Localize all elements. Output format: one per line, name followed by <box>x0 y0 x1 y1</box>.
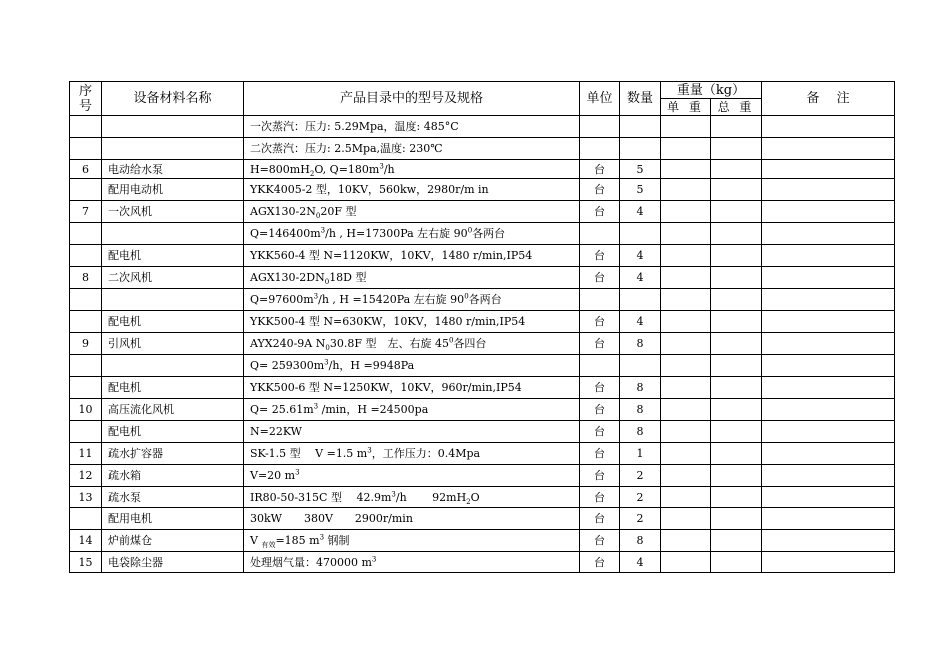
row-remarks <box>762 508 895 530</box>
row-unit <box>580 223 620 245</box>
row-number: 15 <box>70 552 102 573</box>
row-unit-weight <box>661 399 711 421</box>
row-total-weight <box>711 311 762 333</box>
table-row <box>70 267 895 289</box>
row-number: 13 <box>70 487 102 508</box>
row-unit: 台 <box>580 552 620 573</box>
table-row <box>70 552 895 573</box>
row-number <box>70 421 102 443</box>
row-qty <box>620 223 661 245</box>
row-spec: $Q=146400m^3/h$ , H=17300Pa 左右旋 $90^0$各两台 <box>244 223 580 245</box>
row-qty: 5 <box>620 160 661 179</box>
row-unit-weight <box>661 552 711 573</box>
row-remarks <box>762 116 895 138</box>
row-spec: YKK560-4 型 N=1120KW，10KV，1480 r/min,IP54 <box>244 245 580 267</box>
row-qty <box>620 355 661 377</box>
row-unit-weight <box>661 311 711 333</box>
row-remarks <box>762 487 895 508</box>
row-unit: 台 <box>580 443 620 465</box>
row-qty: 4 <box>620 201 661 223</box>
row-name <box>102 116 244 138</box>
equipment-table <box>69 81 895 573</box>
row-remarks <box>762 138 895 160</box>
row-name: 配电机 <box>102 311 244 333</box>
row-remarks <box>762 333 895 355</box>
table-row <box>70 333 895 355</box>
row-qty: 1 <box>620 443 661 465</box>
table-row <box>70 508 895 530</box>
row-number: 11 <box>70 443 102 465</box>
row-unit-weight <box>661 530 711 552</box>
row-qty: 4 <box>620 311 661 333</box>
row-name: 二次风机 <box>102 267 244 289</box>
row-total-weight <box>711 138 762 160</box>
row-spec: SK-1.5 型 V =1.5 $m^3$，工作压力：0.4Mpa <box>244 443 580 465</box>
row-spec: V=20 $m^3$ <box>244 465 580 487</box>
row-unit-weight <box>661 508 711 530</box>
row-remarks <box>762 552 895 573</box>
row-unit-weight <box>661 116 711 138</box>
row-unit-weight <box>661 267 711 289</box>
table-row <box>70 160 895 179</box>
row-number <box>70 355 102 377</box>
row-total-weight <box>711 399 762 421</box>
row-spec: $AGX130-2N_020F$ 型 <box>244 201 580 223</box>
header-unit-weight: 单 重 <box>661 99 711 116</box>
row-qty: 8 <box>620 530 661 552</box>
row-unit: 台 <box>580 377 620 399</box>
row-unit: 台 <box>580 333 620 355</box>
row-name <box>102 223 244 245</box>
row-unit: 台 <box>580 530 620 552</box>
row-name: 电袋除尘器 <box>102 552 244 573</box>
row-unit <box>580 116 620 138</box>
row-name: 疏水箱 <box>102 465 244 487</box>
row-unit-weight <box>661 443 711 465</box>
row-qty: 2 <box>620 465 661 487</box>
row-total-weight <box>711 201 762 223</box>
row-qty: 8 <box>620 399 661 421</box>
row-unit-weight <box>661 465 711 487</box>
row-unit: 台 <box>580 267 620 289</box>
row-remarks <box>762 201 895 223</box>
row-total-weight <box>711 223 762 245</box>
row-number <box>70 289 102 311</box>
row-total-weight <box>711 443 762 465</box>
row-name <box>102 138 244 160</box>
row-name: 一次风机 <box>102 201 244 223</box>
header-seq-line2: 号 <box>78 98 92 114</box>
table-row <box>70 179 895 201</box>
row-total-weight <box>711 289 762 311</box>
row-spec: 一次蒸汽：压力: 5.29Mpa，温度: 485°C <box>244 116 580 138</box>
row-spec: $Q= 25.61m^3$ /min，H =24500pa <box>244 399 580 421</box>
row-spec: YKK500-4 型 N=630KW，10KV，1480 r/min,IP54 <box>244 311 580 333</box>
row-name: 配电机 <box>102 245 244 267</box>
row-qty <box>620 138 661 160</box>
row-number <box>70 179 102 201</box>
table-row <box>70 116 895 138</box>
row-number <box>70 116 102 138</box>
row-unit-weight <box>661 333 711 355</box>
row-unit-weight <box>661 179 711 201</box>
table-row <box>70 487 895 508</box>
row-unit-weight <box>661 487 711 508</box>
row-qty: 4 <box>620 552 661 573</box>
row-remarks <box>762 443 895 465</box>
row-unit-weight <box>661 421 711 443</box>
row-spec: AYX240-9A $N_030.8F$ 型 左、右旋 $45^0$各四台 <box>244 333 580 355</box>
row-unit: 台 <box>580 179 620 201</box>
row-total-weight <box>711 552 762 573</box>
row-remarks <box>762 160 895 179</box>
row-remarks <box>762 267 895 289</box>
table-row <box>70 201 895 223</box>
row-total-weight <box>711 160 762 179</box>
header-weight: 重量（kg） <box>661 82 762 99</box>
table-row <box>70 311 895 333</box>
row-name: 引风机 <box>102 333 244 355</box>
row-qty: 2 <box>620 487 661 508</box>
row-total-weight <box>711 421 762 443</box>
header-total-weight: 总 重 <box>711 99 762 116</box>
row-number <box>70 377 102 399</box>
table-row <box>70 399 895 421</box>
table-row <box>70 289 895 311</box>
row-number: 9 <box>70 333 102 355</box>
header-seq <box>70 82 102 116</box>
row-name: 高压流化风机 <box>102 399 244 421</box>
row-name: 疏水泵 <box>102 487 244 508</box>
header-model: 产品目录中的型号及规格 <box>244 82 580 116</box>
row-unit: 台 <box>580 399 620 421</box>
header-remarks: 备 注 <box>762 82 895 116</box>
row-name: 配用电动机 <box>102 179 244 201</box>
row-name: 配电机 <box>102 421 244 443</box>
row-name: 炉前煤仓 <box>102 530 244 552</box>
row-spec: $H=800mH_2O$, $Q=180m^3/h$ <box>244 160 580 179</box>
row-unit <box>580 138 620 160</box>
row-spec: YKK4005-2 型，10KV，560kw，2980r/m in <box>244 179 580 201</box>
row-number: 8 <box>70 267 102 289</box>
row-unit: 台 <box>580 160 620 179</box>
row-unit-weight <box>661 138 711 160</box>
row-unit <box>580 289 620 311</box>
row-spec: YKK500-6 型 N=1250KW，10KV，960r/min,IP54 <box>244 377 580 399</box>
row-name <box>102 289 244 311</box>
row-spec: 处理烟气量：470000 $m^3$ <box>244 552 580 573</box>
row-spec: 30kW 380V 2900r/min <box>244 508 580 530</box>
row-name <box>102 355 244 377</box>
row-remarks <box>762 465 895 487</box>
row-total-weight <box>711 487 762 508</box>
row-remarks <box>762 311 895 333</box>
row-name: 疏水扩容器 <box>102 443 244 465</box>
row-spec: $AGX130-2DN_018D$ 型 <box>244 267 580 289</box>
row-number <box>70 138 102 160</box>
row-remarks <box>762 223 895 245</box>
row-spec: $Q= 259300m^3/h$，H =9948Pa <box>244 355 580 377</box>
row-remarks <box>762 245 895 267</box>
table-body <box>70 116 895 573</box>
header-name: 设备材料名称 <box>102 82 244 116</box>
table-row <box>70 377 895 399</box>
row-qty: 5 <box>620 179 661 201</box>
row-number: 14 <box>70 530 102 552</box>
row-qty: 8 <box>620 421 661 443</box>
row-unit-weight <box>661 160 711 179</box>
table-row <box>70 421 895 443</box>
row-unit: 台 <box>580 421 620 443</box>
row-number <box>70 311 102 333</box>
row-number <box>70 245 102 267</box>
row-qty: 2 <box>620 508 661 530</box>
table-row <box>70 223 895 245</box>
row-total-weight <box>711 116 762 138</box>
row-total-weight <box>711 530 762 552</box>
row-number <box>70 223 102 245</box>
header-qty: 数量 <box>620 82 661 116</box>
row-total-weight <box>711 465 762 487</box>
row-qty: 4 <box>620 245 661 267</box>
row-unit: 台 <box>580 311 620 333</box>
row-remarks <box>762 289 895 311</box>
row-spec: N=22KW <box>244 421 580 443</box>
row-number: 6 <box>70 160 102 179</box>
row-unit-weight <box>661 355 711 377</box>
row-unit: 台 <box>580 245 620 267</box>
row-unit-weight <box>661 201 711 223</box>
row-name: 配电机 <box>102 377 244 399</box>
table-row <box>70 138 895 160</box>
table-row <box>70 245 895 267</box>
row-total-weight <box>711 508 762 530</box>
row-number: 7 <box>70 201 102 223</box>
row-number <box>70 508 102 530</box>
header-seq-line1: 序 <box>78 83 92 99</box>
row-total-weight <box>711 355 762 377</box>
row-qty <box>620 116 661 138</box>
row-unit <box>580 355 620 377</box>
row-unit: 台 <box>580 465 620 487</box>
row-number: 10 <box>70 399 102 421</box>
row-spec: V $_{有效}$=185 $m^3$ 钢制 <box>244 530 580 552</box>
row-unit: 台 <box>580 487 620 508</box>
row-name: 电动给水泵 <box>102 160 244 179</box>
row-unit-weight <box>661 245 711 267</box>
table-row <box>70 465 895 487</box>
row-total-weight <box>711 377 762 399</box>
row-unit: 台 <box>580 508 620 530</box>
row-remarks <box>762 355 895 377</box>
row-total-weight <box>711 267 762 289</box>
row-qty: 8 <box>620 333 661 355</box>
row-qty: 8 <box>620 377 661 399</box>
row-unit: 台 <box>580 201 620 223</box>
row-remarks <box>762 399 895 421</box>
table-row <box>70 355 895 377</box>
equipment-table-sheet <box>69 81 894 573</box>
row-unit-weight <box>661 223 711 245</box>
table-row <box>70 443 895 465</box>
row-remarks <box>762 377 895 399</box>
row-unit-weight <box>661 377 711 399</box>
row-qty: 4 <box>620 267 661 289</box>
row-spec: IR80-50-315C 型 $42.9m^3/h$ $92mH_2O$ <box>244 487 580 508</box>
table-row <box>70 530 895 552</box>
row-spec: 二次蒸汽：压力: 2.5Mpa,温度: 230℃ <box>244 138 580 160</box>
row-total-weight <box>711 179 762 201</box>
row-qty <box>620 289 661 311</box>
row-total-weight <box>711 333 762 355</box>
row-remarks <box>762 421 895 443</box>
row-unit-weight <box>661 289 711 311</box>
row-spec: $Q=97600m^3/h$ , H =15420Pa 左右旋 $90^0$各两台 <box>244 289 580 311</box>
header-unit: 单位 <box>580 82 620 116</box>
row-remarks <box>762 179 895 201</box>
row-number: 12 <box>70 465 102 487</box>
row-remarks <box>762 530 895 552</box>
row-total-weight <box>711 245 762 267</box>
row-name: 配用电机 <box>102 508 244 530</box>
